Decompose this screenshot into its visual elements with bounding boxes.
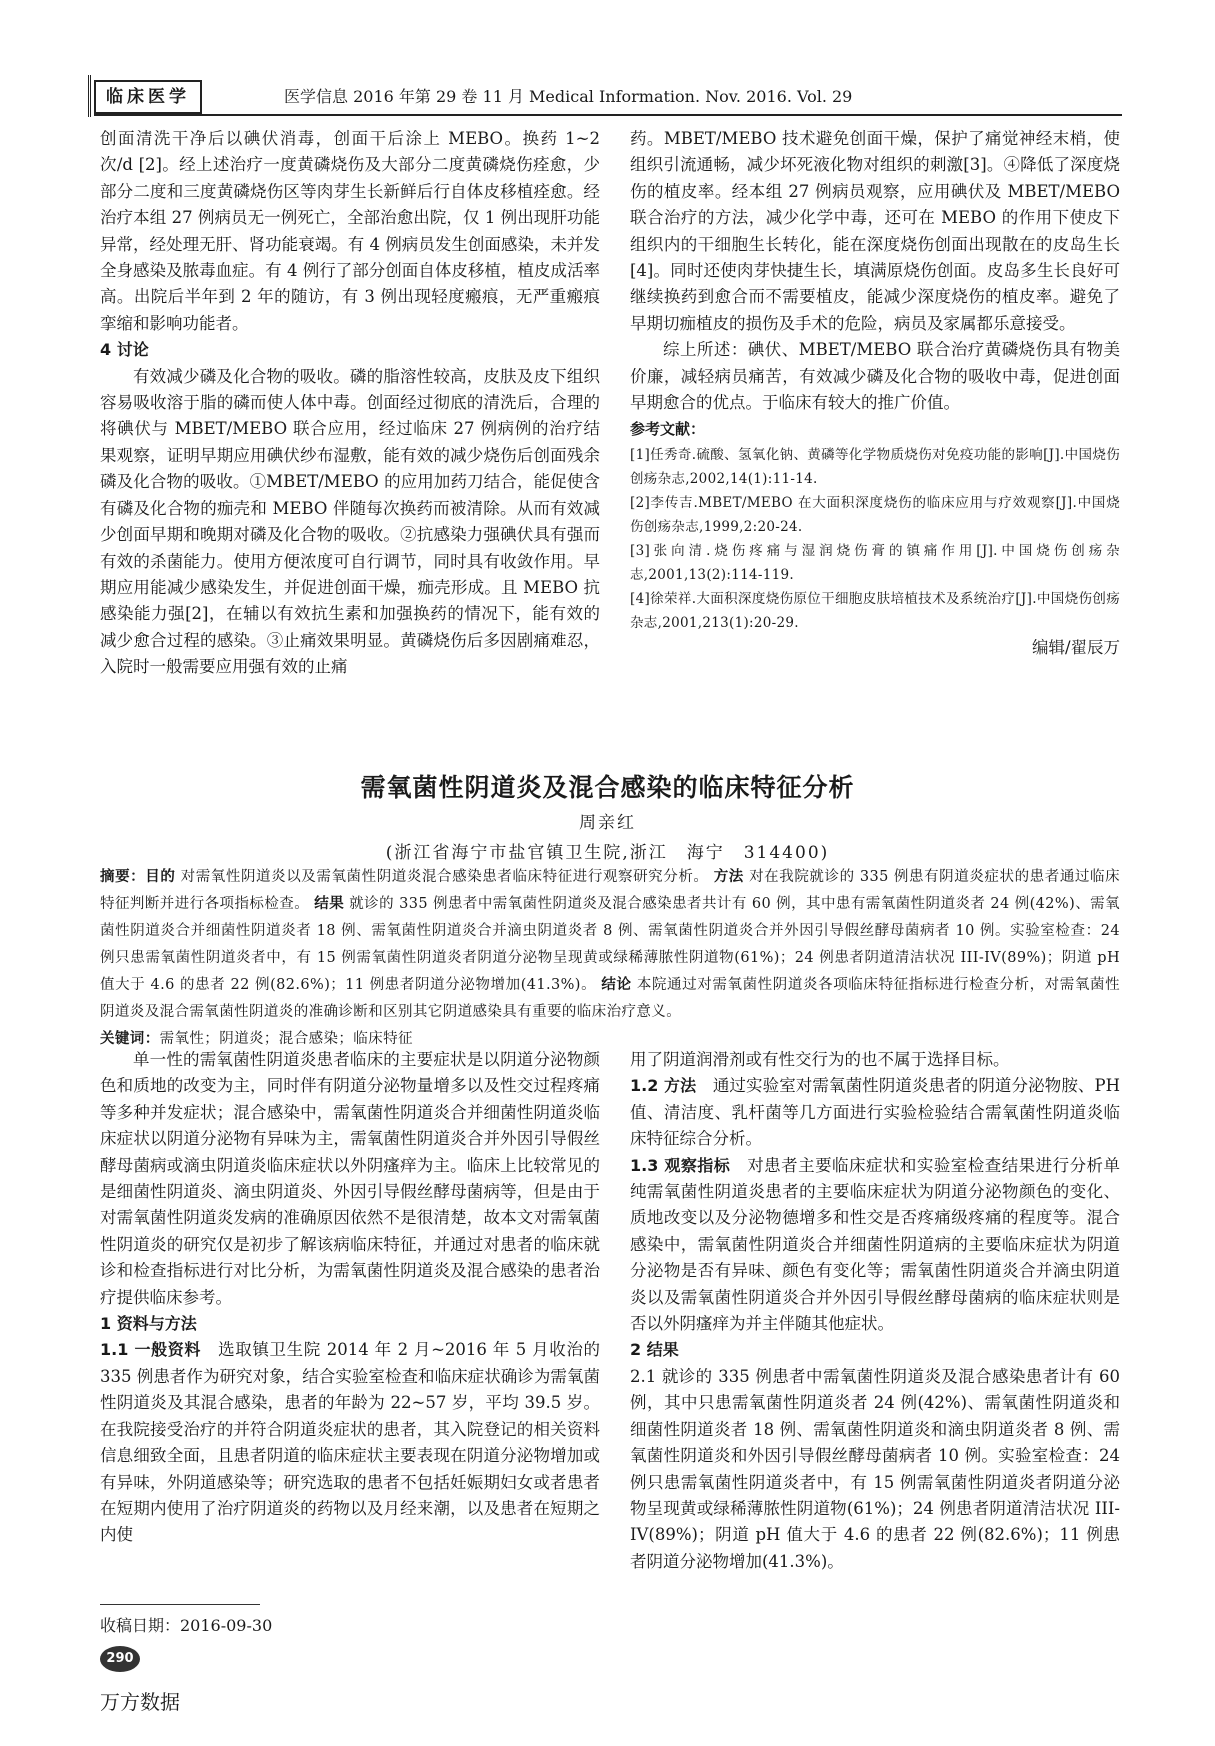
reference-item: [4]徐荣祥.大面积深度烧伤原位干细胞皮肤培植技术及系统治疗[J].中国烧伤创疡杂志,2001,213(1):20-29. (630, 590, 1120, 631)
article-affiliation: (浙江省海宁市盐官镇卫生院,浙江 海宁 314400) (385, 843, 830, 863)
prev-right-paragraph-1: 药。MBET/MEBO 技术避免创面干燥，保护了痛觉神经末梢，使组织引流通畅，减少坏死液化物对组织的刺激[3]。④降低了深度烧伤的植皮率。经本组 27 例病员观察，应用碘伏及 MBET/MEBO 联合治疗的方法，减少化学中毒，还可在 MEBO 的作用下使皮下组织内的干细胞生长转化，能在深度烧伤创面出现散在的皮岛生长[4]。同时还使肉芽快捷生长，填满原烧伤创面。皮岛多生长良好可继续换药到愈合而不需要植皮，能减少深度烧伤的植皮率。避免了早期切痂植皮的损伤及手术的危险，病员及家属都乐意接受。 (630, 129, 1120, 333)
result-label: 结果 (314, 896, 345, 912)
keywords-label: 关键词： (100, 1031, 160, 1047)
footnote-rule (100, 1604, 260, 1605)
running-head: 医学信息 2016 年第 29 卷 11 月 Medical Information. Nov. 2016. Vol. 29 (284, 87, 853, 106)
section-2-heading: 2 结果 (630, 1340, 679, 1360)
intro-paragraph: 单一性的需氧菌性阴道炎患者临床的主要症状是以阴道分泌物颜色和质地的改变为主，同时伴有阴道分泌物量增多以及性交过程疼痛等多种并发症状；混合感染中，需氧菌性阴道炎合并细菌性阴道炎临床症状以阴道分泌物有异味为主，需氧菌性阴道炎合并外因引导假丝酵母菌病或滴虫阴道炎临床症状以外阴瘙痒为主。临床上比较常见的是细菌性阴道炎、滴虫阴道炎、外因引导假丝酵母菌病等，但是由于对需氧菌性阴道炎发病的准确原因依然不是很清楚，故本文对需氧菌性阴道炎的研究仅是初步了解该病临床特征，并通过对患者的临床就诊和检查指标进行对比分析，为需氧菌性阴道炎及混合感染的患者治疗提供临床参考。 (100, 1050, 600, 1307)
article-author: 周亲红 (579, 813, 636, 833)
prev-result-paragraph: 创面清洗干净后以碘伏消毒，创面干后涂上 MEBO。换药 1~2 次/d [2]。经上述治疗一度黄磷烧伤及大部分二度黄磷烧伤痊愈，少部分二度和三度黄磷烧伤区等肉芽生长新鲜后行自体皮移植痊愈。经治疗本组 27 例病员无一例死亡，全部治愈出院，仅 1 例出现肝功能异常，经处理无肝、肾功能衰竭。有 4 例病员发生创面感染，未并发全身感染及脓毒血症。有 4 例行了部分创面自体皮移植，植皮成活率高。出院后半年到 2 年的随访，有 3 例出现轻度瘢痕，无严重瘢痕挛缩和影响功能者。 (100, 129, 600, 333)
objective-text: 对需氧性阴道炎以及需氧菌性阴道炎混合感染患者临床特征进行观察研究分析。 (180, 869, 709, 885)
section-1-1-label: 1.1 一般资料 (100, 1340, 202, 1360)
article-right-column (630, 1047, 1120, 1575)
discussion-paragraph: 有效减少磷及化合物的吸收。磷的脂溶性较高，皮肤及皮下组织容易吸收溶于脂的磷而使人体中毒。创面经过彻底的清洗后，合理的将碘伏与 MBET/MEBO 联合应用，经过临床 27 例病例的治疗结果观察，证明早期应用碘伏纱布湿敷，能有效的减少烧伤后创面残余磷及化合物的吸收。①MBET/MEBO 的应用加药刀结合，能促使含有磷及化合物的痂壳和 MEBO 伴随每次换药而被清除。从而有效减少创面早期和晚期对磷及化合物的吸收。②抗感染力强碘伏具有强而有效的杀菌能力。使用方便浓度可自行调节，同时具有收敛作用。早期应用能减少感染发生，并促进创面干燥，痂壳形成。且 MEBO 抗感染能力强[2]，在辅以有效抗生素和加强换药的情况下，能有效的减少愈合过程的感染。③止痛效果明显。黄磷烧伤后多因剧痛难忍，入院时一般需要应用强有效的止痛 (100, 366, 600, 677)
section-1-1-text: 选取镇卫生院 2014 年 2 月~2016 年 5 月收治的 335 例患者作为研究对象，结合实验室检查和临床症状确诊为需氧菌性阴道炎及其混合感染，患者的年龄为 22~57 岁，平均 39.5 岁。在我院接受治疗的并符合阴道炎症状的患者，其入院登记的相关资料信息细致全面，且患者阴道的临床症状主要表现在阴道分泌物增加或有异味，外阴道感染等；研究选取的患者不包括妊娠期妇女或者患者在短期内使用了治疗阴道炎的药物以及月经来潮，以及患者在短期之内使 (100, 1340, 600, 1545)
result-text: 就诊的 335 例患者中需氧菌性阴道炎及混合感染患者共计有 60 例，其中患有需氧菌性阴道炎者 24 例(42%)、需氧菌性阴道炎合并细菌性阴道炎者 18 例、需氧菌性阴道炎合并滴虫阴道炎者 8 例、需氧菌性阴道炎合并外因引导假丝酵母菌病者 10 例。实验室检查：24 例只患需氧菌性阴道炎者中，有 15 例需氧菌性阴道炎者阴道分泌物呈现黄或绿稀薄脓性阴道物(61%)；24 例患者阴道清洁状况 III-IV(89%)；阴道 pH 值大于 4.6 的患者 22 例(82.6%)；11 例患者阴道分泌物增加(41.3%)。 (100, 896, 1120, 993)
editor-credit: 编辑/翟辰万 (1031, 637, 1120, 657)
page-number: 290 (100, 1646, 140, 1672)
method-text: 对在我院就诊的 335 例患有阴道炎症状的患者通过临床特征判断并进行各项指标检查。 (100, 869, 1120, 912)
discussion-heading: 4 讨论 (100, 340, 149, 360)
section-1-2-label: 1.2 方法 (630, 1076, 697, 1096)
conclusion-text: 本院通过对需氧菌性阴道炎各项临床特征指标进行检查分析，对需氧菌性阴道炎及混合需氧菌性阴道炎的准确诊断和区别其它阴道感染具有重要的临床治疗意义。 (100, 977, 1120, 1020)
section-1-3-label: 1.3 观察指标 (630, 1155, 731, 1175)
reference-item: [3]张向清.烧伤疼痛与湿润烧伤膏的镇痛作用[J].中国烧伤创疡杂志,2001,13(2):114-119. (630, 542, 1120, 583)
received-date: 收稿日期：2016-09-30 (100, 1616, 273, 1635)
keywords-text: 需氧性；阴道炎；混合感染；临床特征 (159, 1031, 413, 1047)
section-tag: 临床医学 (94, 80, 202, 114)
conclusion-label: 结论 (601, 977, 632, 993)
section-2-1-text: 2.1 就诊的 335 例患者中需氧菌性阴道炎及混合感染患者计有 60 例，其中只患需氧菌性阴道炎者 24 例(42%)、需氧菌性阴道炎和细菌性阴道炎者 18 例、需氧菌性阴道炎和滴虫阴道炎者 8 例、需氧菌性阴道炎和外因引导假丝酵母菌病者 10 例。实验室检查：24 例只患需氧菌性阴道炎者中，有 15 例需氧菌性阴道炎者阴道分泌物呈现黄或绿稀薄脓性阴道物(61%)；24 例患者阴道清洁状况 III-IV(89%)；阴道 pH 值大于 4.6 的患者 22 例(82.6%)；11 例患者阴道分泌物增加(41.3%)。 (630, 1366, 1120, 1571)
article-title: 需氧菌性阴道炎及混合感染的临床特征分析 (360, 773, 855, 802)
wanfang-watermark: 万方数据 (100, 1690, 180, 1714)
references-label: 参考文献： (630, 420, 706, 439)
section-1-heading: 1 资料与方法 (100, 1314, 197, 1334)
continued-paragraph: 用了阴道润滑剂或有性交行为的也不属于选择目标。 (630, 1050, 1010, 1069)
article-left-column (100, 1047, 600, 1549)
objective-label: 目的 (145, 869, 176, 885)
prev-conclusion-paragraph: 综上所述：碘伏、MBET/MEBO 联合治疗黄磷烧伤具有物美价廉，减轻病员痛苦，有效减少磷及化合物的吸收中毒，促进创面早期愈合的优点。于临床有较大的推广价值。 (630, 340, 1120, 413)
reference-item: [2]李传吉.MBET/MEBO 在大面积深度烧伤的临床应用与疗效观察[J].中国烧伤创疡杂志,1999,2:20-24. (630, 494, 1120, 535)
section-1-2-text: 通过实验室对需氧菌性阴道炎患者的阴道分泌物胺、PH 值、清洁度、乳杆菌等几方面进行实验检验结合需氧菌性阴道炎临床特征综合分析。 (630, 1076, 1120, 1149)
prev-article-right-column (630, 126, 1120, 661)
method-label: 方法 (713, 869, 744, 885)
abstract-label: 摘要： (100, 869, 146, 885)
prev-article-left-column (100, 126, 600, 681)
reference-item: [1]任秀奇.硫酸、氢氧化钠、黄磷等化学物质烧伤对免疫功能的影响[J].中国烧伤创疡杂志,2002,14(1):11-14. (630, 446, 1120, 487)
page-header (94, 74, 1122, 116)
section-1-3-text: 对患者主要临床症状和实验室检查结果进行分析单纯需氧菌性阴道炎患者的主要临床症状为阴道分泌物颜色的变化、质地改变以及分泌物德增多和性交是否疼痛级疼痛的程度等。混合感染中，需氧菌性阴道炎合并细菌性阴道病的主要临床症状为阴道分泌物是否有异味、颜色有变化等；需氧菌性阴道炎合并滴虫阴道炎以及需氧菌性阴道炎合并外因引导假丝酵母菌病的临床症状则是否以外阴瘙痒为并主伴随其他症状。 (630, 1155, 1121, 1334)
abstract (100, 864, 1120, 1026)
abstract-block (100, 864, 1120, 1053)
